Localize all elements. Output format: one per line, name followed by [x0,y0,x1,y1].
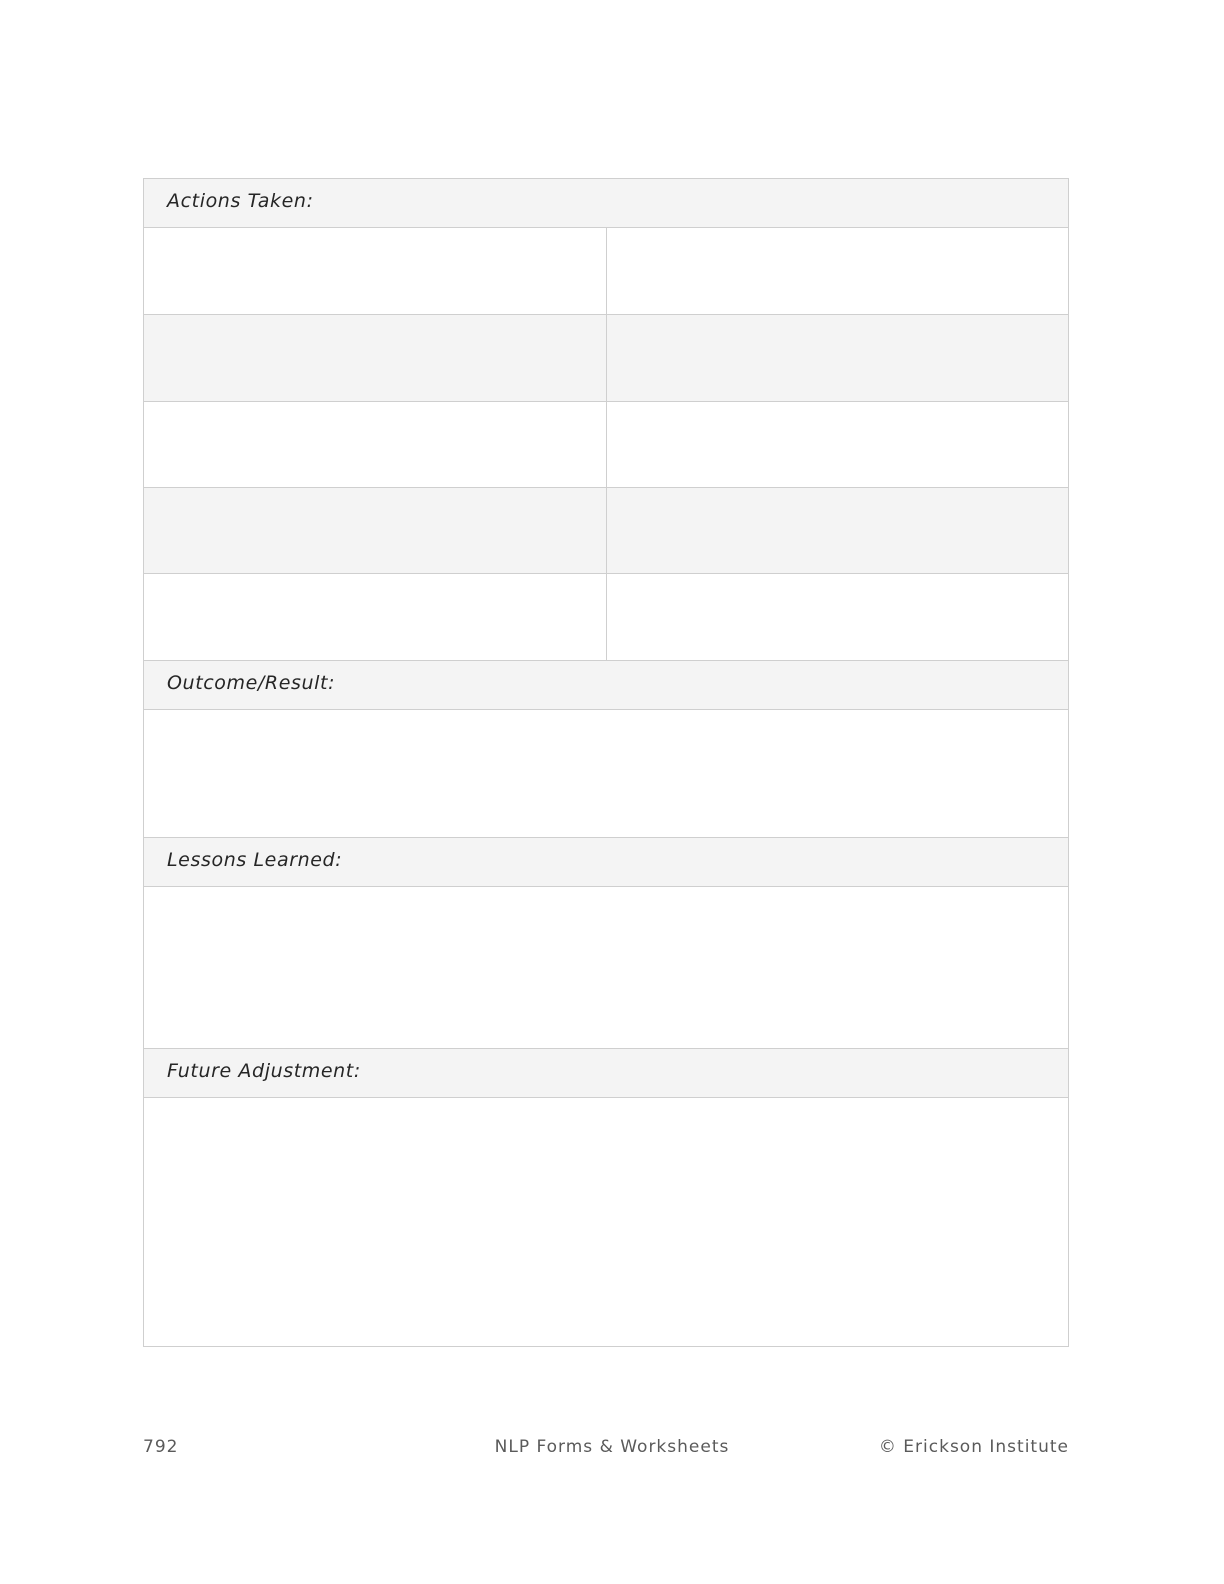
actions-cell-right[interactable] [607,402,1068,487]
actions-cell-left[interactable] [144,488,607,573]
actions-cell-right[interactable] [607,574,1068,660]
future-adjustment-label: Future Adjustment: [167,1060,361,1082]
actions-cell-left[interactable] [144,228,607,314]
footer-title: NLP Forms & Worksheets [494,1437,730,1457]
actions-taken-header [144,179,1068,228]
actions-cell-right[interactable] [607,315,1068,401]
outcome-result-header [144,661,1068,710]
actions-row-4 [144,488,1068,574]
actions-cell-right[interactable] [607,488,1068,573]
actions-row-5 [144,574,1068,661]
actions-row-2 [144,315,1068,402]
actions-cell-left[interactable] [144,315,607,401]
future-adjustment-field[interactable] [144,1098,1068,1346]
page-number: 792 [143,1437,179,1457]
outcome-result-label: Outcome/Result: [167,672,336,694]
worksheet-form [143,178,1069,1347]
lessons-learned-header [144,838,1068,887]
future-adjustment-header [144,1049,1068,1098]
outcome-result-field[interactable] [144,710,1068,838]
actions-taken-label: Actions Taken: [167,190,314,212]
actions-row-1 [144,228,1068,315]
actions-cell-right[interactable] [607,228,1068,314]
actions-cell-left[interactable] [144,402,607,487]
actions-cell-left[interactable] [144,574,607,660]
lessons-learned-field[interactable] [144,887,1068,1049]
lessons-learned-label: Lessons Learned: [167,849,343,871]
footer-copyright: © Erickson Institute [878,1437,1069,1457]
actions-row-3 [144,402,1068,488]
